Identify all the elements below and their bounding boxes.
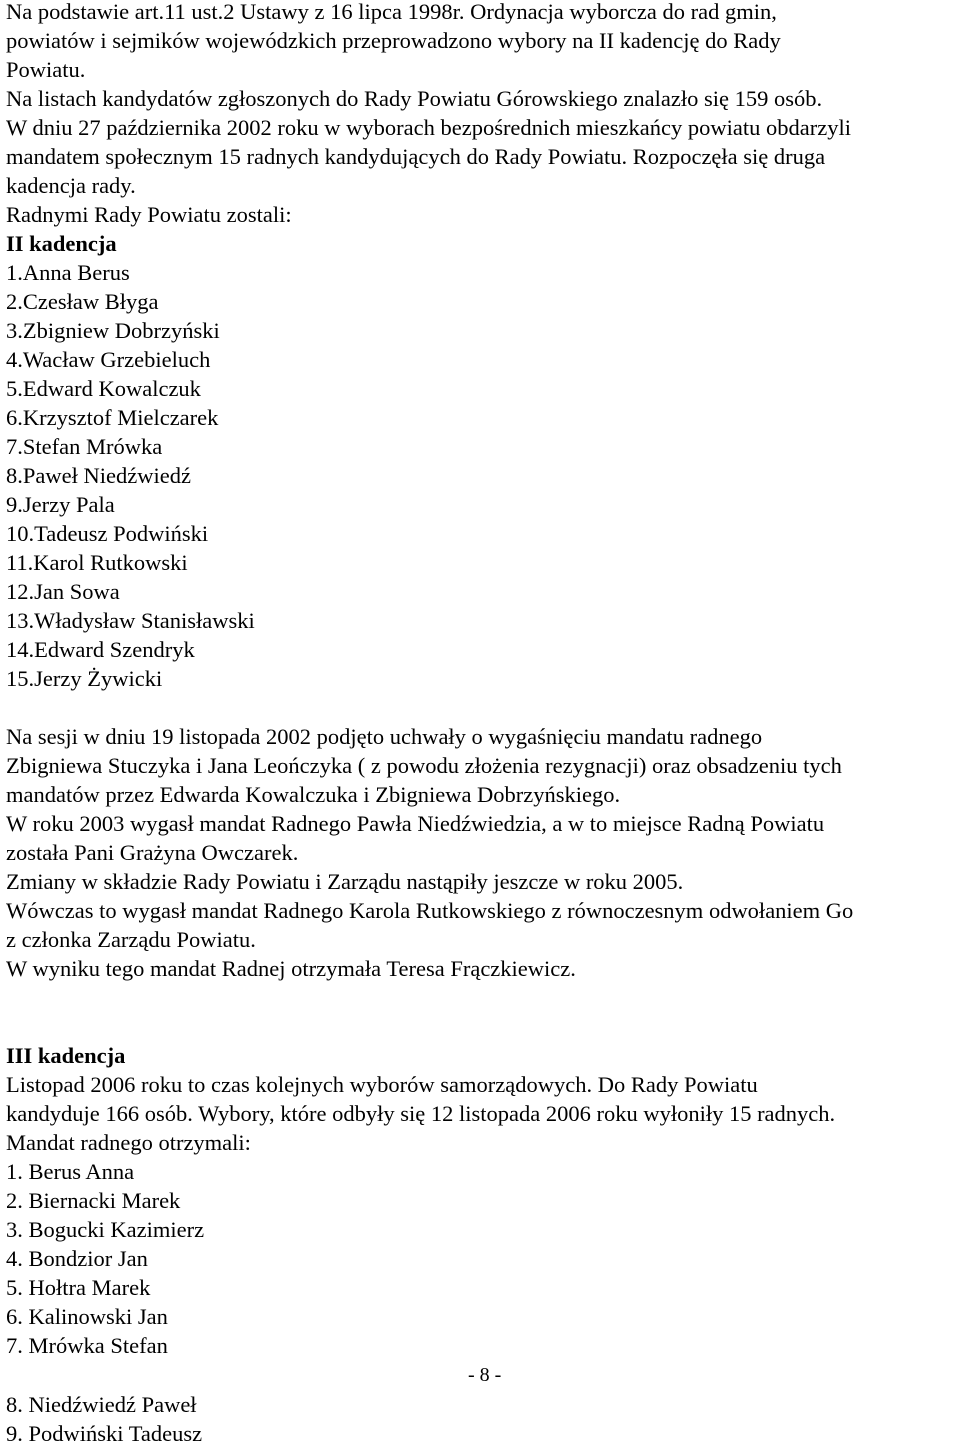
changes-line: W wyniku tego mandat Radnej otrzymała Teresa Frączkiewicz.: [6, 956, 576, 981]
page-number: - 8 -: [468, 1364, 502, 1386]
intro-paragraph: [6, 0, 956, 229]
list-item: 15.Jerzy Żywicki: [6, 666, 163, 691]
list-item: 12.Jan Sowa: [6, 579, 120, 604]
list-item: 6. Kalinowski Jan: [6, 1304, 168, 1329]
list-item: 8. Niedźwiedź Paweł: [6, 1392, 197, 1417]
list-item: 10.Tadeusz Podwiński: [6, 521, 209, 546]
changes-line: W roku 2003 wygasł mandat Radnego Pawła Niedźwiedzia, a w to miejsce Radną Powiatu: [6, 811, 825, 836]
list-item: 2. Biernacki Marek: [6, 1188, 181, 1213]
term3-intro-paragraph: [6, 1070, 956, 1157]
intro-line: powiatów i sejmików wojewódzkich przeprowadzono wybory na II kadencję do Rady: [6, 28, 781, 53]
list-item: 7. Mrówka Stefan: [6, 1333, 168, 1358]
list-item: 7.Stefan Mrówka: [6, 434, 163, 459]
changes-line: z członka Zarządu Powiatu.: [6, 927, 256, 952]
term3-member-list: [6, 1157, 956, 1360]
changes-line: Na sesji w dniu 19 listopada 2002 podjęto uchwały o wygaśnięciu mandatu radnego: [6, 724, 763, 749]
term3-intro-line: Mandat radnego otrzymali:: [6, 1130, 251, 1155]
list-item: 4. Bondzior Jan: [6, 1246, 148, 1271]
changes-line: mandatów przez Edwarda Kowalczuka i Zbigniewa Dobrzyńskiego.: [6, 782, 621, 807]
list-item: 1. Berus Anna: [6, 1159, 135, 1184]
list-item: 14.Edward Szendryk: [6, 637, 195, 662]
intro-line: Powiatu.: [6, 57, 86, 82]
term2-member-list: [6, 258, 956, 693]
document-page: [6, 0, 956, 1360]
list-item: 5.Edward Kowalczuk: [6, 376, 201, 401]
changes-line: Zmiany w składzie Rady Powiatu i Zarządu nastąpiły jeszcze w roku 2005.: [6, 869, 684, 894]
intro-line: Na listach kandydatów zgłoszonych do Rady Powiatu Górowskiego znalazło się 159 osób.: [6, 86, 823, 111]
intro-line: Na podstawie art.11 ust.2 Ustawy z 16 lipca 1998r. Ordynacja wyborcza do rad gmin,: [6, 0, 777, 24]
term3-heading: III kadencja: [6, 1043, 126, 1068]
list-item: 9.Jerzy Pala: [6, 492, 115, 517]
spacer: [6, 983, 956, 1041]
changes-line: Zbigniewa Stuczyka i Jana Leończyka ( z powodu złożenia rezygnacji) oraz obsadzeniu tych: [6, 753, 842, 778]
list-item: 3. Bogucki Kazimierz: [6, 1217, 205, 1242]
term3-member-list-continued: [6, 1390, 956, 1448]
list-item: 13.Władysław Stanisławski: [6, 608, 255, 633]
list-item: 2.Czesław Błyga: [6, 289, 159, 314]
list-item: 5. Hołtra Marek: [6, 1275, 151, 1300]
term2-heading: II kadencja: [6, 231, 117, 256]
spacer: [6, 693, 956, 722]
list-item: 9. Podwiński Tadeusz: [6, 1421, 203, 1446]
intro-line: W dniu 27 października 2002 roku w wyborach bezpośrednich mieszkańcy powiatu obdarzyli: [6, 115, 851, 140]
term2-changes-paragraph: [6, 722, 956, 983]
list-item: 11.Karol Rutkowski: [6, 550, 188, 575]
intro-line: kadencja rady.: [6, 173, 136, 198]
term3-intro-line: Listopad 2006 roku to czas kolejnych wyborów samorządowych. Do Rady Powiatu: [6, 1072, 758, 1097]
list-item: 1.Anna Berus: [6, 260, 130, 285]
changes-line: została Pani Grażyna Owczarek.: [6, 840, 299, 865]
list-item: 3.Zbigniew Dobrzyński: [6, 318, 220, 343]
list-item: 6.Krzysztof Mielczarek: [6, 405, 219, 430]
list-item: 4.Wacław Grzebieluch: [6, 347, 211, 372]
list-item: 8.Paweł Niedźwiedź: [6, 463, 191, 488]
term3-intro-line: kandyduje 166 osób. Wybory, które odbyły się 12 listopada 2006 roku wyłoniły 15 radnych.: [6, 1101, 836, 1126]
intro-line: mandatem społecznym 15 radnych kandydujących do Rady Powiatu. Rozpoczęła się druga: [6, 144, 826, 169]
intro-line: Radnymi Rady Powiatu zostali:: [6, 202, 292, 227]
changes-line: Wówczas to wygasł mandat Radnego Karola Rutkowskiego z równoczesnym odwołaniem Go: [6, 898, 854, 923]
